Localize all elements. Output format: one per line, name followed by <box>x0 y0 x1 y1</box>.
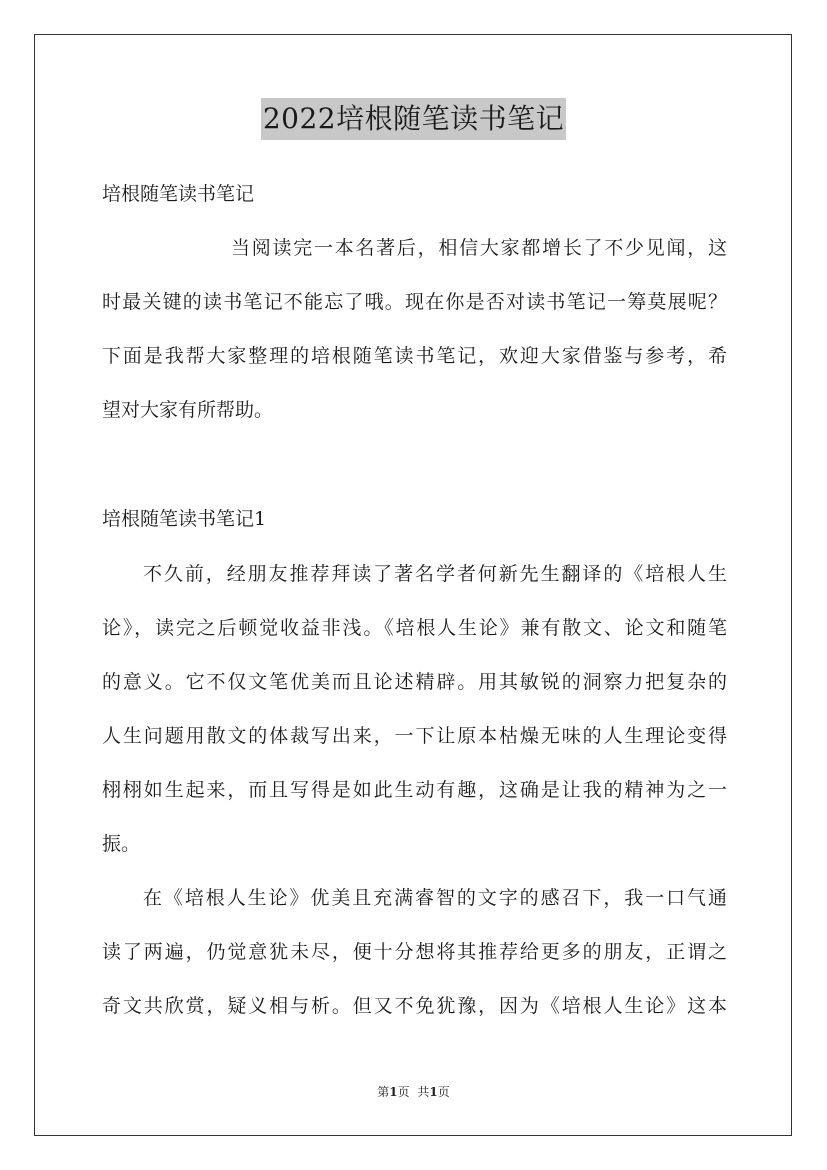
intro-line-1: 当阅读完一本名著后，相信大家都增长了不少见闻，这 <box>231 237 727 259</box>
total-pages: 1 <box>429 1085 438 1099</box>
intro-line-4: 望对大家有所帮助。 <box>102 399 274 421</box>
paragraph2-line-1: 在《培根人生论》优美且充满睿智的文字的感召下，我一口气通 <box>143 887 727 909</box>
paragraph1-line-4: 人生问题用散文的体裁写出来，一下让原本枯燥无味的人生理论变得 <box>102 725 727 747</box>
page-footer <box>0 1083 827 1101</box>
total-label-prefix: 共 <box>417 1085 430 1099</box>
subtitle: 培根随笔读书笔记 <box>102 183 255 205</box>
paragraph1-line-2: 论》，读完之后顿觉收益非浅。《培根人生论》兼有散文、论文和随笔 <box>102 617 727 639</box>
paragraph1-line-3: 的意义。它不仅文笔优美而且论述精辟。用其敏锐的洞察力把复杂的 <box>102 671 727 693</box>
total-label-suffix: 页 <box>437 1085 450 1099</box>
paragraph2-line-2: 读了两遍，仍觉意犹未尽，便十分想将其推荐给更多的朋友，正谓之 <box>102 941 727 963</box>
title-container <box>0 98 827 140</box>
document-title: 2022培根随笔读书笔记 <box>261 98 566 140</box>
page-label-prefix: 第 <box>377 1085 390 1099</box>
intro-line-3: 下面是我帮大家整理的培根随笔读书笔记，欢迎大家借鉴与参考，希 <box>102 345 727 367</box>
intro-line-2: 时最关键的读书笔记不能忘了哦。现在你是否对读书笔记一筹莫展呢？ <box>102 291 727 313</box>
paragraph1-line-1: 不久前，经朋友推荐拜读了著名学者何新先生翻译的《培根人生 <box>143 563 727 585</box>
paragraph1-line-5: 栩栩如生起来，而且写得是如此生动有趣，这确是让我的精神为之一 <box>102 779 727 801</box>
paragraph1-line-6: 振。 <box>102 833 141 855</box>
section-heading: 培根随笔读书笔记1 <box>102 508 267 530</box>
page-label-suffix: 页 <box>397 1085 410 1099</box>
paragraph2-line-3: 奇文共欣赏，疑义相与析。但又不免犹豫，因为《培根人生论》这本 <box>102 995 727 1017</box>
page-number: 1 <box>389 1085 398 1099</box>
